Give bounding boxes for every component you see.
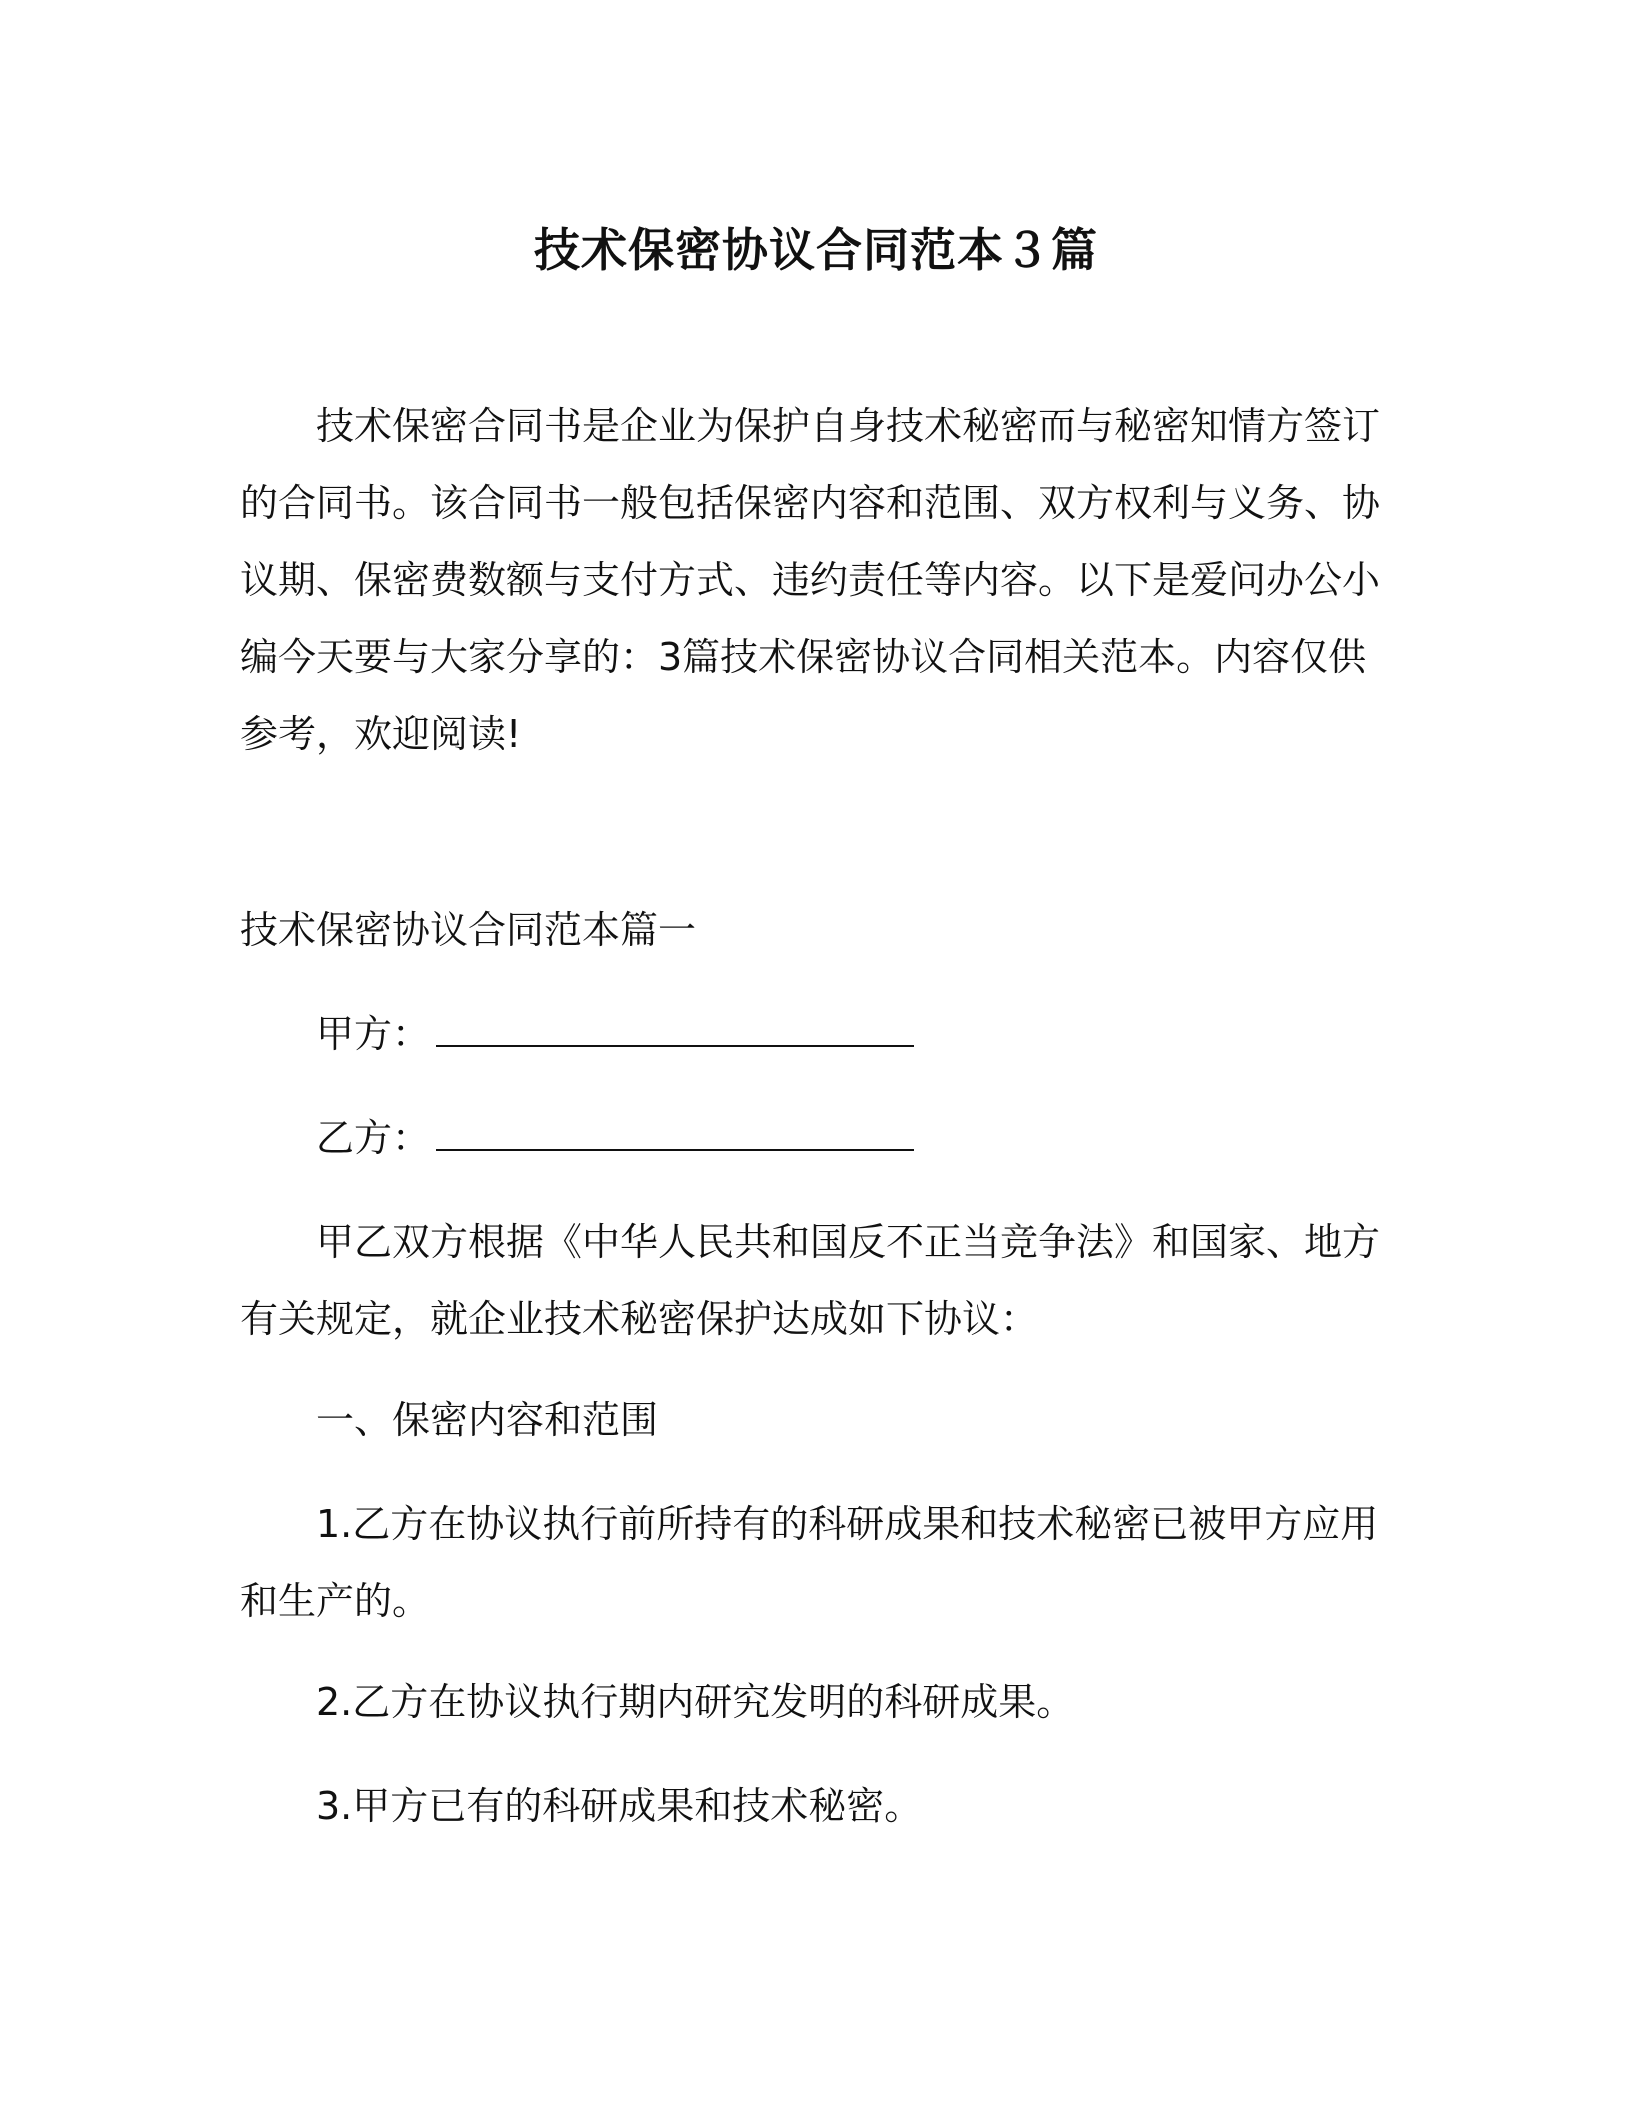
party-b-line: [316, 1100, 1390, 1177]
clause-item: 1.乙方在协议执行前所持有的科研成果和技术秘密已被甲方应用和生产的。: [240, 1502, 1379, 1623]
party-b-blank: [436, 1107, 914, 1151]
party-a-blank: [436, 1003, 914, 1047]
agreement-intro-paragraph: 甲乙双方根据《中华人民共和国反不正当竞争法》和国家、地方有关规定，就企业技术秘密保护达成如下协议：: [240, 1220, 1381, 1341]
party-b-label: 乙方：: [316, 1116, 431, 1160]
clause-item: 2.乙方在协议执行期内研究发明的科研成果。: [316, 1680, 1075, 1724]
document-title: 技术保密协议合同范本３篇: [534, 223, 1098, 277]
party-a-label: 甲方：: [316, 1012, 431, 1056]
party-a-line: [316, 996, 1390, 1073]
intro-paragraph: 技术保密合同书是企业为保护自身技术秘密而与秘密知情方签订的合同书。该合同书一般包括保密内容和范围、双方权利与义务、协议期、保密费数额与支付方式、违约责任等内容。以下是爱问办公小编今天要与大家分享的：3篇技术保密协议合同相关范本。内容仅供参考，欢迎阅读!: [240, 404, 1381, 756]
clause-heading: 一、保密内容和范围: [316, 1398, 659, 1442]
section-title: 技术保密协议合同范本篇一: [240, 908, 697, 952]
clause-item: 3.甲方已有的科研成果和技术秘密。: [316, 1784, 923, 1828]
